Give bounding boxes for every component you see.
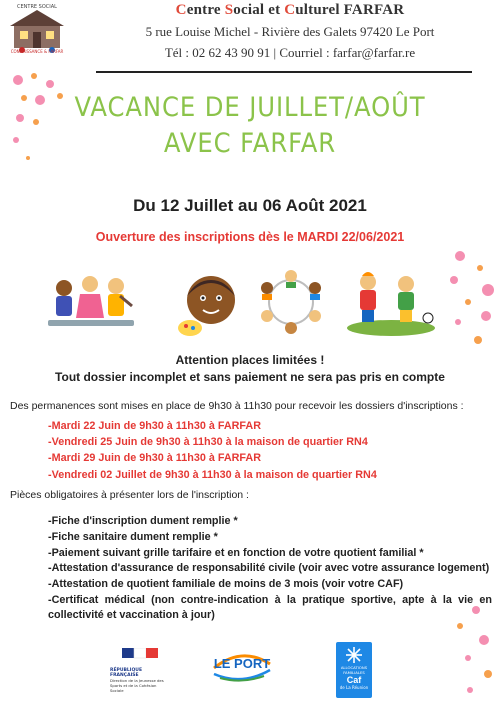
list-item: -Fiche sanitaire dument remplie * — [48, 530, 218, 543]
republique-line-1: RÉPUBLIQUE FRANÇAISE — [110, 668, 143, 678]
title-line-1: VACANCE DE JUILLET/AOÛT — [74, 92, 426, 123]
hearts-right-decoration — [440, 250, 500, 360]
list-item: -Mardi 29 Juin de 9h30 à 11h30 à FARFAR — [48, 452, 262, 465]
caf-name: Caf — [346, 675, 362, 685]
list-item: -Attestation de quotient familiale de moins de 3 mois (voir votre CAF) — [48, 578, 404, 591]
organization-contact: Tél : 02 62 43 90 91 | Courriel : farfar@farfar.re — [164, 45, 416, 60]
flyer-title — [25, 90, 475, 162]
children-music-illustration — [46, 266, 136, 338]
registration-opening: Ouverture des inscriptions dès le MARDI 22/06/2021 — [95, 230, 405, 244]
list-item: -Certificat médical (non contre-indication à la pratique sportive, apte à la vie en collectivité et vaccination à jour) — [48, 593, 492, 621]
logo-subtext: CONNAISSANCE & FARFAR — [10, 49, 64, 54]
logo-text: CENTRE SOCIAL — [17, 4, 57, 10]
organization-address: 5 rue Louise Michel - Rivière des Galets 97420 Le Port — [145, 24, 435, 39]
list-item: -Mardi 22 Juin de 9h30 à 11h30 à FARFAR — [48, 420, 262, 432]
children-circle-illustration — [246, 266, 336, 338]
organization-header — [80, 2, 500, 61]
le-port-logo — [210, 648, 274, 688]
list-item: -Vendredi 25 Juin de 9h30 à 11h30 à la maison de quartier RN4 — [48, 436, 368, 449]
limited-places-notice: Attention places limitées ! — [175, 353, 325, 367]
permanences-list — [48, 418, 377, 483]
notice-block — [0, 352, 500, 386]
farfar-logo — [6, 4, 68, 56]
list-item: -Fiche d'inscription dument remplie * — [48, 515, 238, 527]
caf-line-2: de La Réunion — [339, 685, 369, 690]
title-line-2: AVEC FARFAR — [163, 128, 337, 159]
header-divider — [96, 71, 472, 73]
child-painter-illustration — [166, 266, 256, 338]
organization-name: Centre Social et Culturel FARFAR — [175, 2, 405, 18]
list-item: -Attestation d'assurance de responsabilité civile (voir avec votre assurance logement) — [48, 562, 490, 575]
required-documents-intro: Pièces obligatoires à présenter lors de l'inscription : — [10, 489, 249, 501]
republique-francaise-logo — [110, 648, 170, 698]
incomplete-file-notice: Tout dossier incomplet et sans paiement ne sera pas pris en compte — [55, 370, 445, 384]
list-item: -Vendredi 02 Juillet de 9h30 à 11h30 à la maison de quartier RN4 — [48, 468, 377, 481]
permanences-intro: Des permanences sont mises en place de 9h30 à 11h30 pour recevoir les dossiers d'inscriptions : — [10, 400, 464, 412]
snowflake-icon — [336, 645, 372, 665]
le-port-name: LE PORT — [213, 656, 271, 671]
list-item: -Paiement suivant grille tarifaire et en fonction de votre quotient familial * — [48, 546, 424, 559]
caf-line-1: ALLOCATIONS FAMILIALES — [340, 665, 368, 675]
date-range: Du 12 Juillet au 06 Août 2021 — [133, 196, 367, 215]
required-documents-list — [48, 514, 492, 623]
children-playing-illustration — [346, 266, 436, 338]
republique-line-2: Direction de la Jeunesse des Sports et de la Cohésion Sociale — [110, 678, 164, 693]
french-flag-icon — [110, 648, 170, 662]
caf-logo — [336, 642, 372, 698]
